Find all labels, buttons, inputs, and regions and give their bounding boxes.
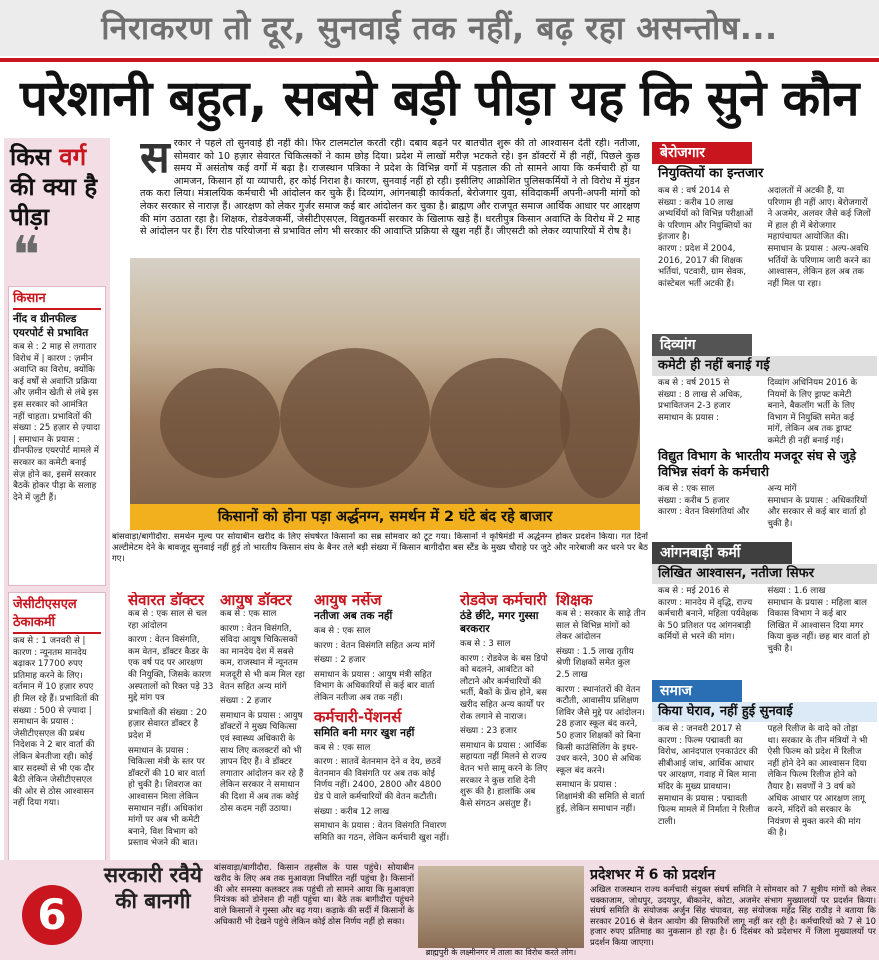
column-doctors: सेवारत डॉक्टर कब से : एक साल से चल रहा आंदोलन कारण : वेतन विसंगति, कम वेतन, डॉक्टर कैडर के एक वर्ष पद पर आरक्षण की नियुक्ति, जिसके कारण अस्पतालों को रिक्त पड़े 33 मुद्दे मांग पत्र प्रभावितों की संख्या : 20 हज़ार सेवारत डॉक्टर है प्रदेश में समाधान के प्रयास : चिकित्सा मंत्री के स्तर पर डॉक्टरों की 10 बार वार्ता हो चुकी है। शिवराज का आश्वासन मिला लेकिन समाधान नहीं। अधिकांश मांगों पर अब भी कमेटी बनाने, विश विभाग को प्रस्ताव भेजने की बात।	[128, 592, 214, 849]
drop-cap: स	[140, 138, 170, 183]
main-headline: परेशानी बहुत, सबसे बड़ी पीड़ा यह कि सुने कौन	[20, 70, 859, 127]
column-teachers: शिक्षक कब से : सरकार के साढ़े तीन साल से विभिन्न मांगों को लेकर आंदोलन संख्या : 1.5 लाख तृतीय श्रेणी शिक्षकों समेत कुल 2.5 लाख कारण : स्थानांतरों की वेतन कटौती, आवासीय प्रशिक्षण शिविर जैसे मुद्दे पर आंदोलन। 28 हजार स्कूल बंद करने, 50 हजार शिक्षकों को बिना किसी काउंसिलिंग के इधर-उधर करने, 300 से अधिक स्कूल बंद करने। समाधान के प्रयास : शिक्षामंत्री की समिति से वार्ता हुई, लेकिन समाधान नहीं।	[556, 592, 646, 814]
bottom-photo-caption: ब्राह्मपुरी के लक्ष्मीनगर में ताला का विरोध करते लोग।	[425, 948, 577, 957]
sidebar-box: किसान नींद व ग्रीनफील्ड एयरपोर्ट से प्रभावित कब से : 2 माह से लगातार विरोध में | कारण : ज़मीन अवाप्ति का विरोध, क्योंकि कई वर्षों से अवाप्ति प्रक्रिया और ज़मीन खेती से लंबे इस इस सरकार को आमंत्रित नहीं चाहता। प्रभावितों की संख्या : 25 हज़ार से ज़्यादा | समाधान के प्रयास : ग्रीनफील्ड एयरपोर्ट मामले में सरकार का कमेटी बनाई सेज़ होने का, इसमें सरकार बैठकें होकर पीड़ा के सलाह देने में जुटी हैं।	[8, 286, 106, 586]
protest-photo	[130, 258, 640, 530]
photo-caption: बांसवाड़ा/बागीदौरा. समर्थन मूल्य पर सोयाबीन खरीद के लिए संघर्षरत किसानों का सब्र सोमवार को टूट गया। किसानों ने कृषिमंडी में अर्द्धनग्न होकर प्रदर्शन किया। गत दिनों अल्टीमेटम देने के बावजूद सुनवाई नहीं हुई तो भारतीय किसान संघ के बैनर तले बड़ी संख्या में किसान बागीदौरा बस स्टैंड के मुख्य चौराहे पर जुटे और नारेबाजी कर धरने पर बैठ गए।	[112, 532, 648, 564]
lead-paragraph: स रकार ने पहले तो सुनवाई ही नहीं की। फिर टालमटोल करती रही। दबाव बढ़ने पर बातचीत शुरू की तो आश्वासन देती रही। नतीजा, सोमवार को 10 हज़ार सेवारत चिकित्सकों ने काम छोड़ दिया। प्रदेश में लाखों मरीज़ भटकते रहे। इन डॉक्टरों में ही नहीं, पिछले कुछ समय में असंतोष कई वर्गों में बढ़ा है। राजस्थान पत्रिका ने प्रदेश के विभिन्न वर्गों में पड़ताल की तो सामने आया कि कर्मचारी हों या आमजन, किसान हों या व्यापारी, हर कोई निराश है। कारण, सुनवाई नहीं हो रही। इसीलिए आक्रोशित पुलिसकर्मियों ने तो विरोध में मुंडन तक करा लिया। मंत्रालयिक कर्मचारी भी आंदोलन कर चुके हैं। दिव्यांग, आंगनबाड़ी कार्यकर्ता, बेरोजगार युवा, संविदाकर्मी अपनी-अपनी मांगों को लेकर सरकार से नाराज़ हैं। आरक्षण को लेकर गुर्जर समाज कई बार आंदोलन कर चुका है। ब्राह्मण और राजपूत समाज आर्थिक आधार पर आरक्षण की मांग उठाता रहा है। शिक्षक, रोडवेजकर्मी, जेसीटीएसएल, विद्युतकर्मी सरकार के खिलाफ खड़े हैं। धरतीपुत्र किसान अवाप्ति के विरोध में 2 माह से आंदोलन पर हैं। रिंग रोड परियोजना से प्रभावित लोग भी सरकार की आवाप्ति प्रक्रिया से खुश नहीं हैं। जीएसटी को लेकर व्यापारियों में रोष है।	[140, 138, 640, 238]
column-ayush-nurses: आयुष नर्सेज नतीजा अब तक नहीं कब से : एक साल कारण : वेतन विसंगति सहित अन्य मांगें संख्या : 2 हजार समाधान के प्रयास : आयुष मंत्री सहित विभाग के अधिकारियों से कई बार वार्ता लेकिन नतीजा अब तक नहीं। कर्मचारी-पेंशनर्स समिति बनी मगर खुश नहीं कब से : एक साल कारण : सातवें वेतनमान देने व देय, छठवें वेतनमान की विसंगति पर अब तक कोई निर्णय नहीं। 2400, 2800 और 4800 ग्रेड पे वाले कर्मचारियों की वेतन कटौती। संख्या : करीब 12 लाख समाधान के प्रयास : वेतन विसंगति निवारण समिति का गठन, लेकिन कर्मचारी खुश नहीं।	[314, 592, 450, 843]
section-disabled: दिव्यांग कमेटी ही नहीं बनाई गई कब से : वर्ष 2015 से संख्या : 8 लाख से अधिक, प्रभावितजन 2-3 हजार समाधान के प्रयास : दिव्यांग अधिनियम 2016 के नियमों के लिए ड्राफ्ट कमेटी बनाने, बैकलॉग भर्ती के लिए विभाग में नियुक्ति समेत कई मांगें, लेकिन अब तक ड्राफ्ट कमेटी ही नहीं बनाई गई।	[652, 330, 877, 446]
protest-title: प्रदेशभर में 6 को प्रदर्शन	[590, 867, 716, 883]
left-sidebar	[4, 138, 110, 860]
bottom-photo	[418, 866, 584, 948]
bottom-story: बांसवाड़ा/बागीदौरा. किसान तहसील के पास पहुंचे। सोयाबीन खरीद के लिए अब तक मुआवज़ा निर्धारित नहीं पहुंचा है। किसानों की ओर समस्या कलक्टर तक पहुंची तो सामने आया कि मुआवज़ा नियंत्रक को डोनेशन ही नहीं पहुंचा था। बैठे तक बागीदौरा पहुंचने वाले किसानों ने गुस्सा और बढ़ गया। कड़ाके की सर्दी में किसानों के अधिकारी भी देखने पहुंचे लेकिन कोई ठोस निर्णय नहीं हो सका।	[214, 862, 414, 926]
sidebar-title: किस वर्ग की क्या है पीड़ा	[10, 143, 98, 231]
number-badge: 6	[22, 885, 82, 945]
bottom-title: सरकारी रवैये की बानगी	[103, 863, 203, 913]
photo-banner: किसानों को होना पड़ा अर्द्धनग्न, समर्थन में 2 घंटे बंद रहे बाजार	[130, 504, 640, 530]
section-society: समाज किया घेराव, नहीं हुई सुनवाई कब से : जनवरी 2017 से कारण : फिल्म पद्मावती का विरोध, आनंदपाल एनकाउंटर की सीबीआई जांच, आर्थिक आधार पर आरक्षण, गवाह में बिल माना मंदिर के मुख्य प्रावधान। समाधान के प्रयास : पद्मावती फिल्म मामले में निर्माता ने रिलीज टाली। पहले रिलीज के वादे को तोड़ा था। सरकार के तीन मंत्रियों ने भी ऐसी फिल्म को प्रदेश में रिलीज नहीं होने देने का आश्वासन दिया लेकिन फिल्म रिलीज होने को तैयार है। सवर्णों ने 3 वर्ष को अधिक आधार पर आरक्षण लागू करने, मंदिरों को सरकार के नियंत्रण से मुक्त करने की मांग की है।	[652, 676, 877, 846]
protest-story: अखिल राजस्थान राज्य कर्मचारी संयुक्त संघर्ष समिति ने सोमवार को 7 सूत्रीय मांगों को लेकर चक्काजाम, जोधपुर, उदयपुर, बीकानेर, कोटा, अजमेर संभाग मुख्यालयों पर प्रदर्शन किया। संघर्ष समिति के संयोजक अर्जुन सिंह चंपावत, सह संयोजक महेंद्र सिंह राठौड़ ने बताया कि सरकार 2016 से वेतन आयोग की सिफारिशें लागू नहीं कर रही है। कर्मचारियों को 7 से 10 हजार रुपए प्रतिमाह का नुकसान हो रहा है। 6 दिसंबर को प्रदेशभर में जिला मुख्यालयों पर प्रदर्शन किया जाएगा।	[590, 884, 876, 947]
divider	[0, 58, 879, 62]
section-unemployed: बेरोजगार नियुक्तियों का इन्तजार कब से : वर्ष 2014 से संख्या : करीब 10 लाख अभ्यर्थियों को विभिन्न परीक्षाओं के परिणाम और नियुक्तियों का इंतजार है। कारण : प्रदेश में 2004, 2016, 2017 की शिक्षक भर्तियां, पटवारी, ग्राम सेवक, कांस्टेबल भर्ती अटकी हैं। अदालतों में अटकी हैं, या परिणाम ही नहीं आए। बेरोजगारों ने अजमेर, अलवर जैसे कई जिलों में हाल ही में बेरोजगार महापंचायत आयोजित की। समाधान के प्रयास : अल्प-अवधि भर्तियों के परिणाम जारी करने का आश्वासन, लेकिन हल अब तक नहीं मिल पा रहा।	[652, 138, 877, 330]
right-column	[652, 138, 877, 860]
sidebar-box: जेसीटीएसएल ठेकाकर्मी कब से : 1 जनवरी से | कारण : न्यूनतम मानदेय बढ़ाकर 17700 रुपए प्रतिमाह करने के लिए। वर्तमान में 10 हज़ार रुपए ही मिल रहे हैं। प्रभावितों की संख्या : 500 से ज़्यादा | समाधान के प्रयास : जेसीटीएसएल की प्रबंध निदेशक ने 2 बार वार्ता की लेकिन बेनतीजा रही। कोई बार सदस्यों से भी एक दौर बैठी लेकिन जेसीटीएसएल की ओर से ठोस आश्वासन नहीं दिया गया।	[8, 592, 106, 860]
column-roadways: रोडवेज कर्मचारी ठंडे छींटे, मगर गुस्सा बरकरार कब से : 3 साल कारण : रोडवेज के बस डिपो को बदलने, आबंटित को लौटाने और कर्मचारियों की भर्ती, बैकों के फ्रेंच होने, बस खरीद सहित अन्य कार्यों पर रोक लगाने से नाराज। संख्या : 23 हजार समाधान के प्रयास : आर्थिक सहायता नहीं मिलने से राज्य वेतन भत्ते सामू करने के लिए सरकार ने कुछ राशि देनी शुरू की है। हालांकि अब कैसे संगठन असंतुष्ट हैं।	[460, 592, 548, 809]
section-electricity: विद्युत विभाग के भारतीय मजदूर संघ से जुड़े विभिन्न संवर्ग के कर्मचारी कब से : एक साल संख्या : करीब 5 हजार कारण : वेतन विसंगतियां और अन्य मांगें समाधान के प्रयास : अधिकारियों और सरकार से कई बार वार्ता हो चुकी है।	[658, 448, 868, 529]
column-ayush-doctors: आयुष डॉक्टर कब से : एक साल कारण : वेतन विसंगति, संविदा आयुष चिकित्सकों का मानदेय देश में सबसे कम, राजस्थान में न्यूनतम मजदूरी से भी कम मिल रहा वेतन सहित अन्य मांगें संख्या : 2 हजार समाधान के प्रयास : आयुष डॉक्टरों ने मुख्य चिकित्सा एवं स्वास्थ्य अधिकारी के साथ लिए कलक्टरों को भी ज्ञापन दिए हैं। वे डॉक्टर लगातार आंदोलन कर रहे हैं लेकिन सरकार ने समाधान की दिशा में अब तक कोई ठोस कदम नहीं उठाया।	[220, 592, 305, 814]
quote-icon: ❝	[12, 226, 40, 286]
section-anganwadi: आंगनबाड़ी कर्मी लिखित आश्वासन, नतीजा सिफर कब से : मई 2016 से कारण : मानदेय में वृद्धि, राज्य कर्मचारी बनाने, महिला पर्यवेक्षक के 50 प्रतिशत पद आंगनबाड़ी कर्मियों से भरने की मांग। संख्या : 1.6 लाख समाधान के प्रयास : महिला बाल विकास विभाग ने कई बार लिखित में आश्वासन दिया मगर किया कुछ नहीं। छह बार वार्ता हो चुकी है।	[652, 538, 877, 676]
kicker-headline: निराकरण तो दूर, सुनवाई तक नहीं, बढ़ रहा असन्तोष...	[0, 0, 879, 56]
